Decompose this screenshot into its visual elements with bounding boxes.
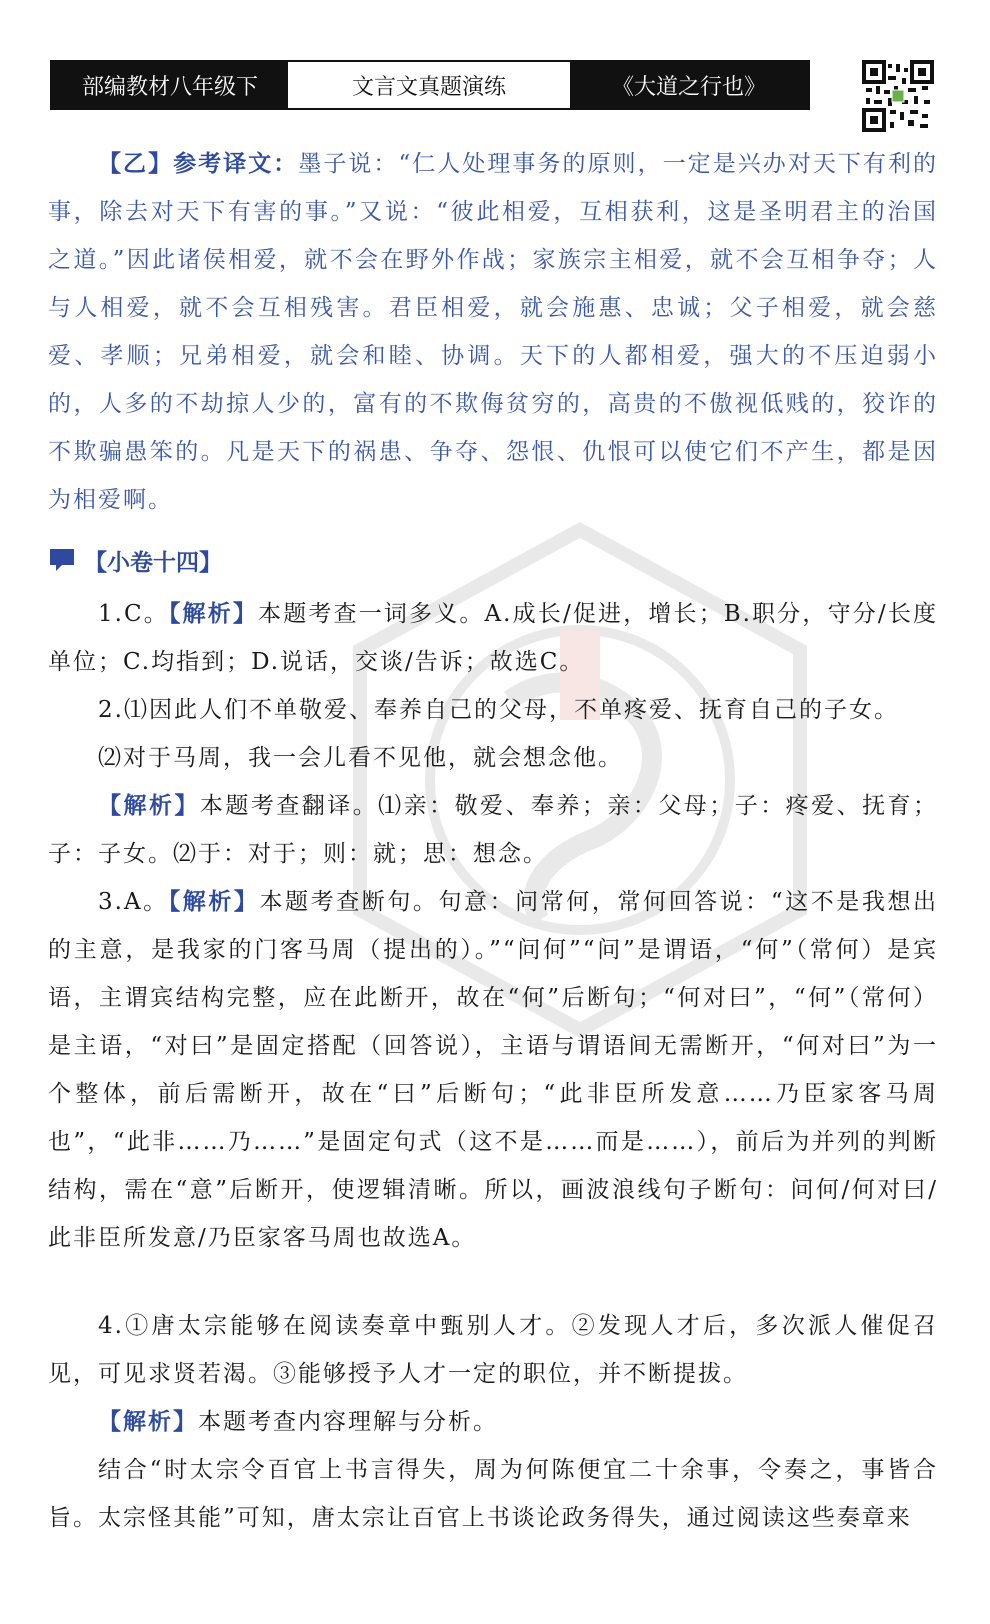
answer-2-tag: 【解析】: [98, 792, 200, 819]
answer-4: 4.①唐太宗能够在阅读奏章中甄别人才。②发现人才后，多次派人催促召见，可见求贤若渴。③能够授予人才一定的职位，并不断提拔。: [48, 1313, 938, 1387]
answer-2-line-1: 2.⑴因此人们不单敬爱、奉养自己的父母，不单疼爱、抚育自己的子女。: [98, 697, 899, 723]
answer-3-tag: 【解析】: [168, 888, 260, 915]
answer-1-text: 本题考查一词多义。A.成长/促进，增长；B.职分，守分/长度单位；C.均指到；D.说话，交谈/告诉；故选C。: [48, 601, 938, 675]
answer-3: [48, 878, 938, 1262]
header-topic: 文言文真题演练: [288, 62, 570, 108]
answer-4-tag-text: 本题考查内容理解与分析。: [198, 1409, 498, 1435]
document-body: [48, 140, 938, 1542]
spacer: [48, 1262, 938, 1302]
answer-1: [48, 590, 938, 686]
yi-translation: [48, 140, 938, 524]
answer-2-line-2: ⑵对于马周，我一会儿看不见他，就会想念他。: [98, 745, 623, 771]
yi-label: 【乙】参考译文：: [98, 150, 299, 177]
qr-code-icon: [862, 60, 934, 132]
answer-1-tag: 【解析】: [168, 600, 259, 627]
header-textbook: 部编教材八年级下: [52, 62, 288, 108]
header-lesson: 《大道之行也》: [570, 62, 808, 108]
answer-2-text: 本题考查翻译。⑴亲：敬爱、奉养；亲：父母；子：疼爱、抚育；子：子女。⑵于：对于；则：就；思：想念。: [48, 793, 938, 867]
answer-3-text: 本题考查断句。句意：问常何，常何回答说：“这不是我想出的主意，是我家的门客马周（提出的）。”“问何”“问”是谓语，“何”（常何）是宾语，主谓宾结构完整，应在此断开，故在“何”后断句；“何对曰”，“何”（常何）是主语，“对曰”是固定搭配（回答说），主语与谓语间无需断开，“何对曰”为一个整体，前后需断开，故在“曰”后断句；“此非臣所发意……乃臣家客马周也”，“此非……乃……”是固定句式（这不是……而是……），前后为并列的判断结构，需在“意”后断开，使逻辑清晰。所以，画波浪线句子断句：问何/何对曰/此非臣所发意/乃臣家客马周也故选A。: [48, 889, 939, 1251]
answer-4-tag: 【解析】: [98, 1408, 198, 1435]
answer-3-prefix: 3.A。: [98, 889, 169, 915]
page-header: [50, 60, 810, 110]
section-header: [48, 534, 938, 586]
answer-2-analysis: [48, 782, 938, 878]
speech-bubble-icon: [48, 545, 78, 575]
answer-1-prefix: 1.C。: [98, 601, 169, 627]
answer-4-analysis: [48, 1398, 938, 1446]
yi-text: 墨子说：“仁人处理事务的原则，一定是兴办对天下有利的事，除去对天下有害的事。”又说：“彼此相爱，互相获利，这是圣明君主的治国之道。”因此诸侯相爱，就不会在野外作战；家族宗主相爱，就不会互相争夺；人与人相爱，就不会互相残害。君臣相爱，就会施惠、忠诚；父子相爱，就会慈爱、孝顺；兄弟相爱，就会和睦、协调。天下的人都相爱，强大的不压迫弱小的，人多的不劫掠人少的，富有的不欺侮贫穷的，高贵的不傲视低贱的，狡诈的不欺骗愚笨的。凡是天下的祸患、争夺、怨恨、仇恨可以使它们不产生，都是因为相爱啊。: [48, 151, 939, 513]
section-title: 【小卷十四】: [84, 549, 222, 576]
answer-4-more: 结合“时太宗令百官上书言得失，周为何陈便宜二十余事，令奏之，事皆合旨。太宗怪其能”可知，唐太宗让百官上书谈论政务得失，通过阅读这些奏章来: [48, 1457, 938, 1531]
